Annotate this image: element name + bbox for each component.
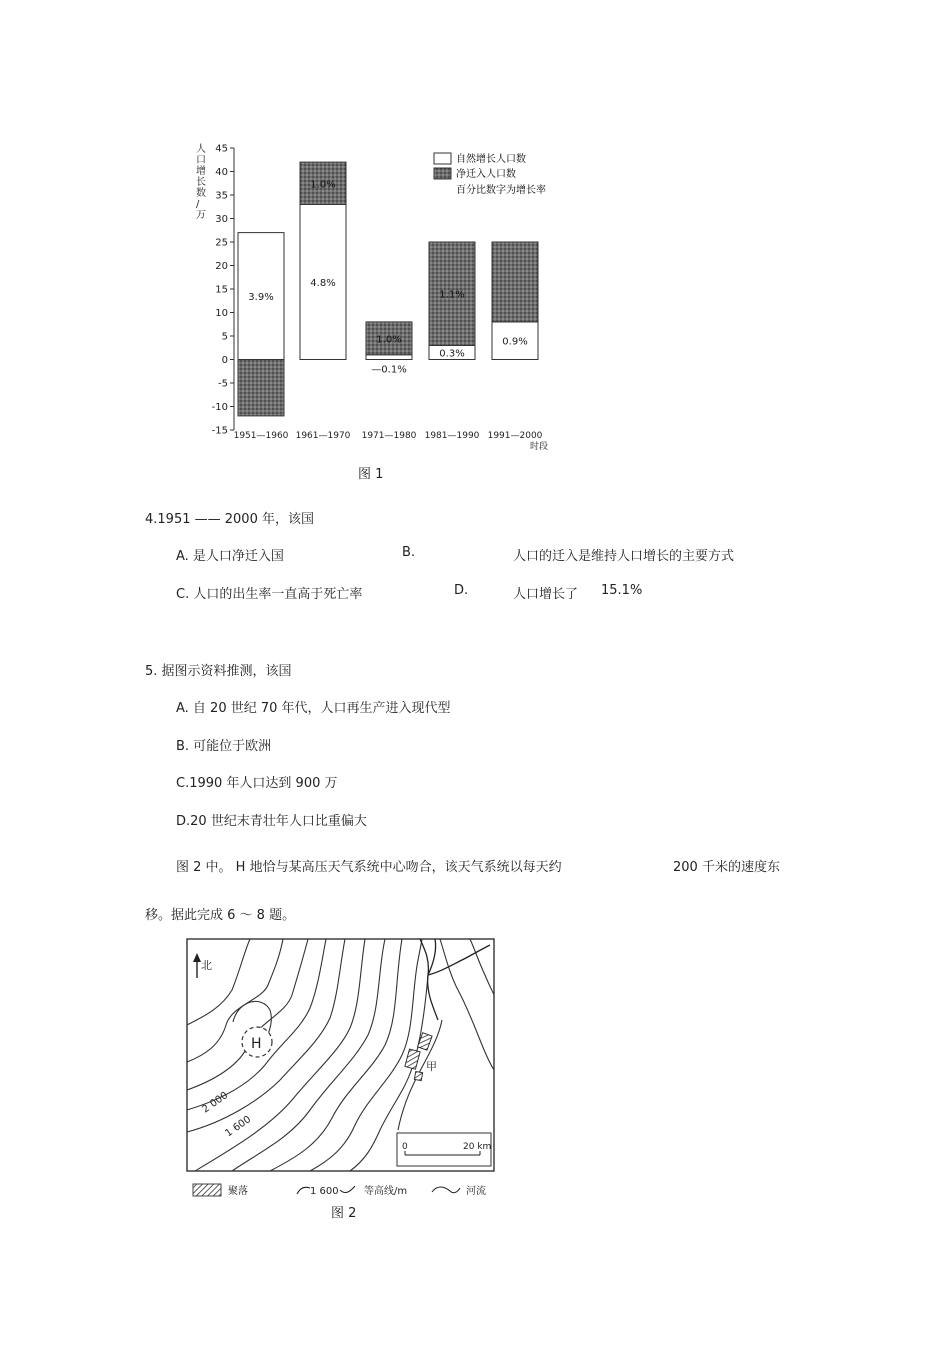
x-tick-labels xyxy=(234,431,543,441)
legend-contour-label: 等高线/m xyxy=(364,1186,408,1197)
y-axis-label-char: 人 xyxy=(196,144,206,155)
x-axis-title: 时段 xyxy=(530,442,549,452)
y-tick-label: 20 xyxy=(215,261,228,272)
rate-label-natural: 0.9% xyxy=(502,336,528,348)
h-label: H xyxy=(251,1036,262,1052)
scale-bar xyxy=(397,1133,491,1166)
jia-label: 甲 xyxy=(426,1060,437,1073)
q5-option-c: C.1990 年人口达到 900 万 xyxy=(176,776,338,791)
intro-line1: 图 2 中。 H 地恰与某高压天气系统中心吻合，该天气系统以每天约 xyxy=(176,860,562,875)
rate-label-migration: 1.1% xyxy=(439,289,465,301)
bar-net-migration xyxy=(238,360,284,416)
y-axis-label-char: 口 xyxy=(196,155,206,166)
legend-river-line xyxy=(432,1187,460,1193)
y-tick-label: -10 xyxy=(211,402,228,413)
y-axis-label-char: 数 xyxy=(196,188,206,199)
legend-contour-value: 1 600 xyxy=(310,1186,339,1197)
bar-net-migration xyxy=(492,242,538,322)
scale-zero: 0 xyxy=(402,1142,408,1152)
legend-note: 百分比数字为增长率 xyxy=(456,185,546,196)
contour-label-2000: 2 000 xyxy=(200,1090,231,1116)
contour-label-1600: 1 600 xyxy=(223,1114,254,1140)
q5-option-a: A. 自 20 世纪 70 年代，人口再生产进入现代型 xyxy=(176,701,451,716)
x-tick-label: 1991—2000 xyxy=(487,431,543,441)
bar-natural-increase xyxy=(366,355,412,360)
rate-label-natural: 4.8% xyxy=(310,277,336,289)
y-axis-label-char: / xyxy=(196,199,200,210)
q4-option-d-value: 15.1% xyxy=(601,583,643,598)
rate-label-migration: 1.0% xyxy=(376,334,402,346)
rate-label-migration: 1.0% xyxy=(310,179,336,191)
rate-label-extra: —0.1% xyxy=(371,364,407,376)
q4-stem: 4.1951 —— 2000 年，该国 xyxy=(145,512,314,527)
legend-natural-swatch xyxy=(434,153,451,164)
intro-line1-end: 200 千米的速度东 xyxy=(673,860,780,875)
x-tick-label: 1971—1980 xyxy=(361,431,417,441)
y-ticks xyxy=(212,144,234,437)
y-tick-label: 10 xyxy=(215,308,228,319)
q4-option-b-text: 人口的迁入是维持人口增长的主要方式 xyxy=(513,549,735,564)
y-tick-label: 15 xyxy=(215,284,228,296)
y-axis-label-char: 长 xyxy=(196,177,206,188)
y-tick-label: 5 xyxy=(221,331,228,343)
bars xyxy=(238,162,538,416)
y-tick-label: 40 xyxy=(215,167,228,178)
y-tick-label: -15 xyxy=(211,425,228,437)
figure1-chart xyxy=(0,0,950,500)
y-tick-label: 30 xyxy=(215,214,228,225)
y-tick-label: 45 xyxy=(215,143,228,155)
x-tick-label: 1951—1960 xyxy=(233,431,289,441)
rate-label-natural: 0.3% xyxy=(439,348,465,360)
q4-option-d-text: 人口增长了 xyxy=(513,587,579,602)
legend-migration-swatch xyxy=(434,168,451,179)
legend-settlement-label: 聚落 xyxy=(228,1186,248,1197)
scale-20km: 20 km xyxy=(463,1142,492,1152)
legend-river-label: 河流 xyxy=(466,1186,486,1197)
figure2-caption: 图 2 xyxy=(331,1206,357,1221)
legend-contour-line-right xyxy=(340,1186,355,1193)
q5-option-d: D.20 世纪末青壮年人口比重偏大 xyxy=(176,814,367,829)
y-axis-label-char: 万 xyxy=(196,210,206,221)
legend-migration-label: 净迁入人口数 xyxy=(456,169,516,180)
q5-option-b: B. 可能位于欧洲 xyxy=(176,739,272,754)
x-tick-label: 1981—1990 xyxy=(424,431,480,441)
y-tick-label: 0 xyxy=(221,355,228,366)
q4-option-c: C. 人口的出生率一直高于死亡率 xyxy=(176,587,363,602)
legend-settlement-swatch xyxy=(193,1184,221,1196)
q5-stem: 5. 据图示资料推测，该国 xyxy=(145,664,292,679)
q4-option-b-letter: B. xyxy=(402,545,416,560)
rate-label-natural: 3.9% xyxy=(248,292,274,304)
x-tick-label: 1961—1970 xyxy=(295,431,351,441)
figure1-caption: 图 1 xyxy=(358,467,384,482)
y-axis-label-char: 增 xyxy=(196,166,206,177)
intro-line2: 移。据此完成 6 ～ 8 题。 xyxy=(145,908,296,923)
y-tick-label: 25 xyxy=(215,237,228,249)
y-axis-label xyxy=(196,142,206,221)
figure2-map xyxy=(0,925,950,1225)
y-tick-label: 35 xyxy=(215,190,228,202)
q4-option-a: A. 是人口净迁入国 xyxy=(176,549,284,564)
north-label: 北 xyxy=(201,959,212,972)
q4-option-d-letter: D. xyxy=(454,583,469,598)
legend-contour-line-left xyxy=(297,1187,310,1194)
legend-natural-label: 自然增长人口数 xyxy=(456,154,526,165)
y-tick-label: -5 xyxy=(218,378,228,390)
